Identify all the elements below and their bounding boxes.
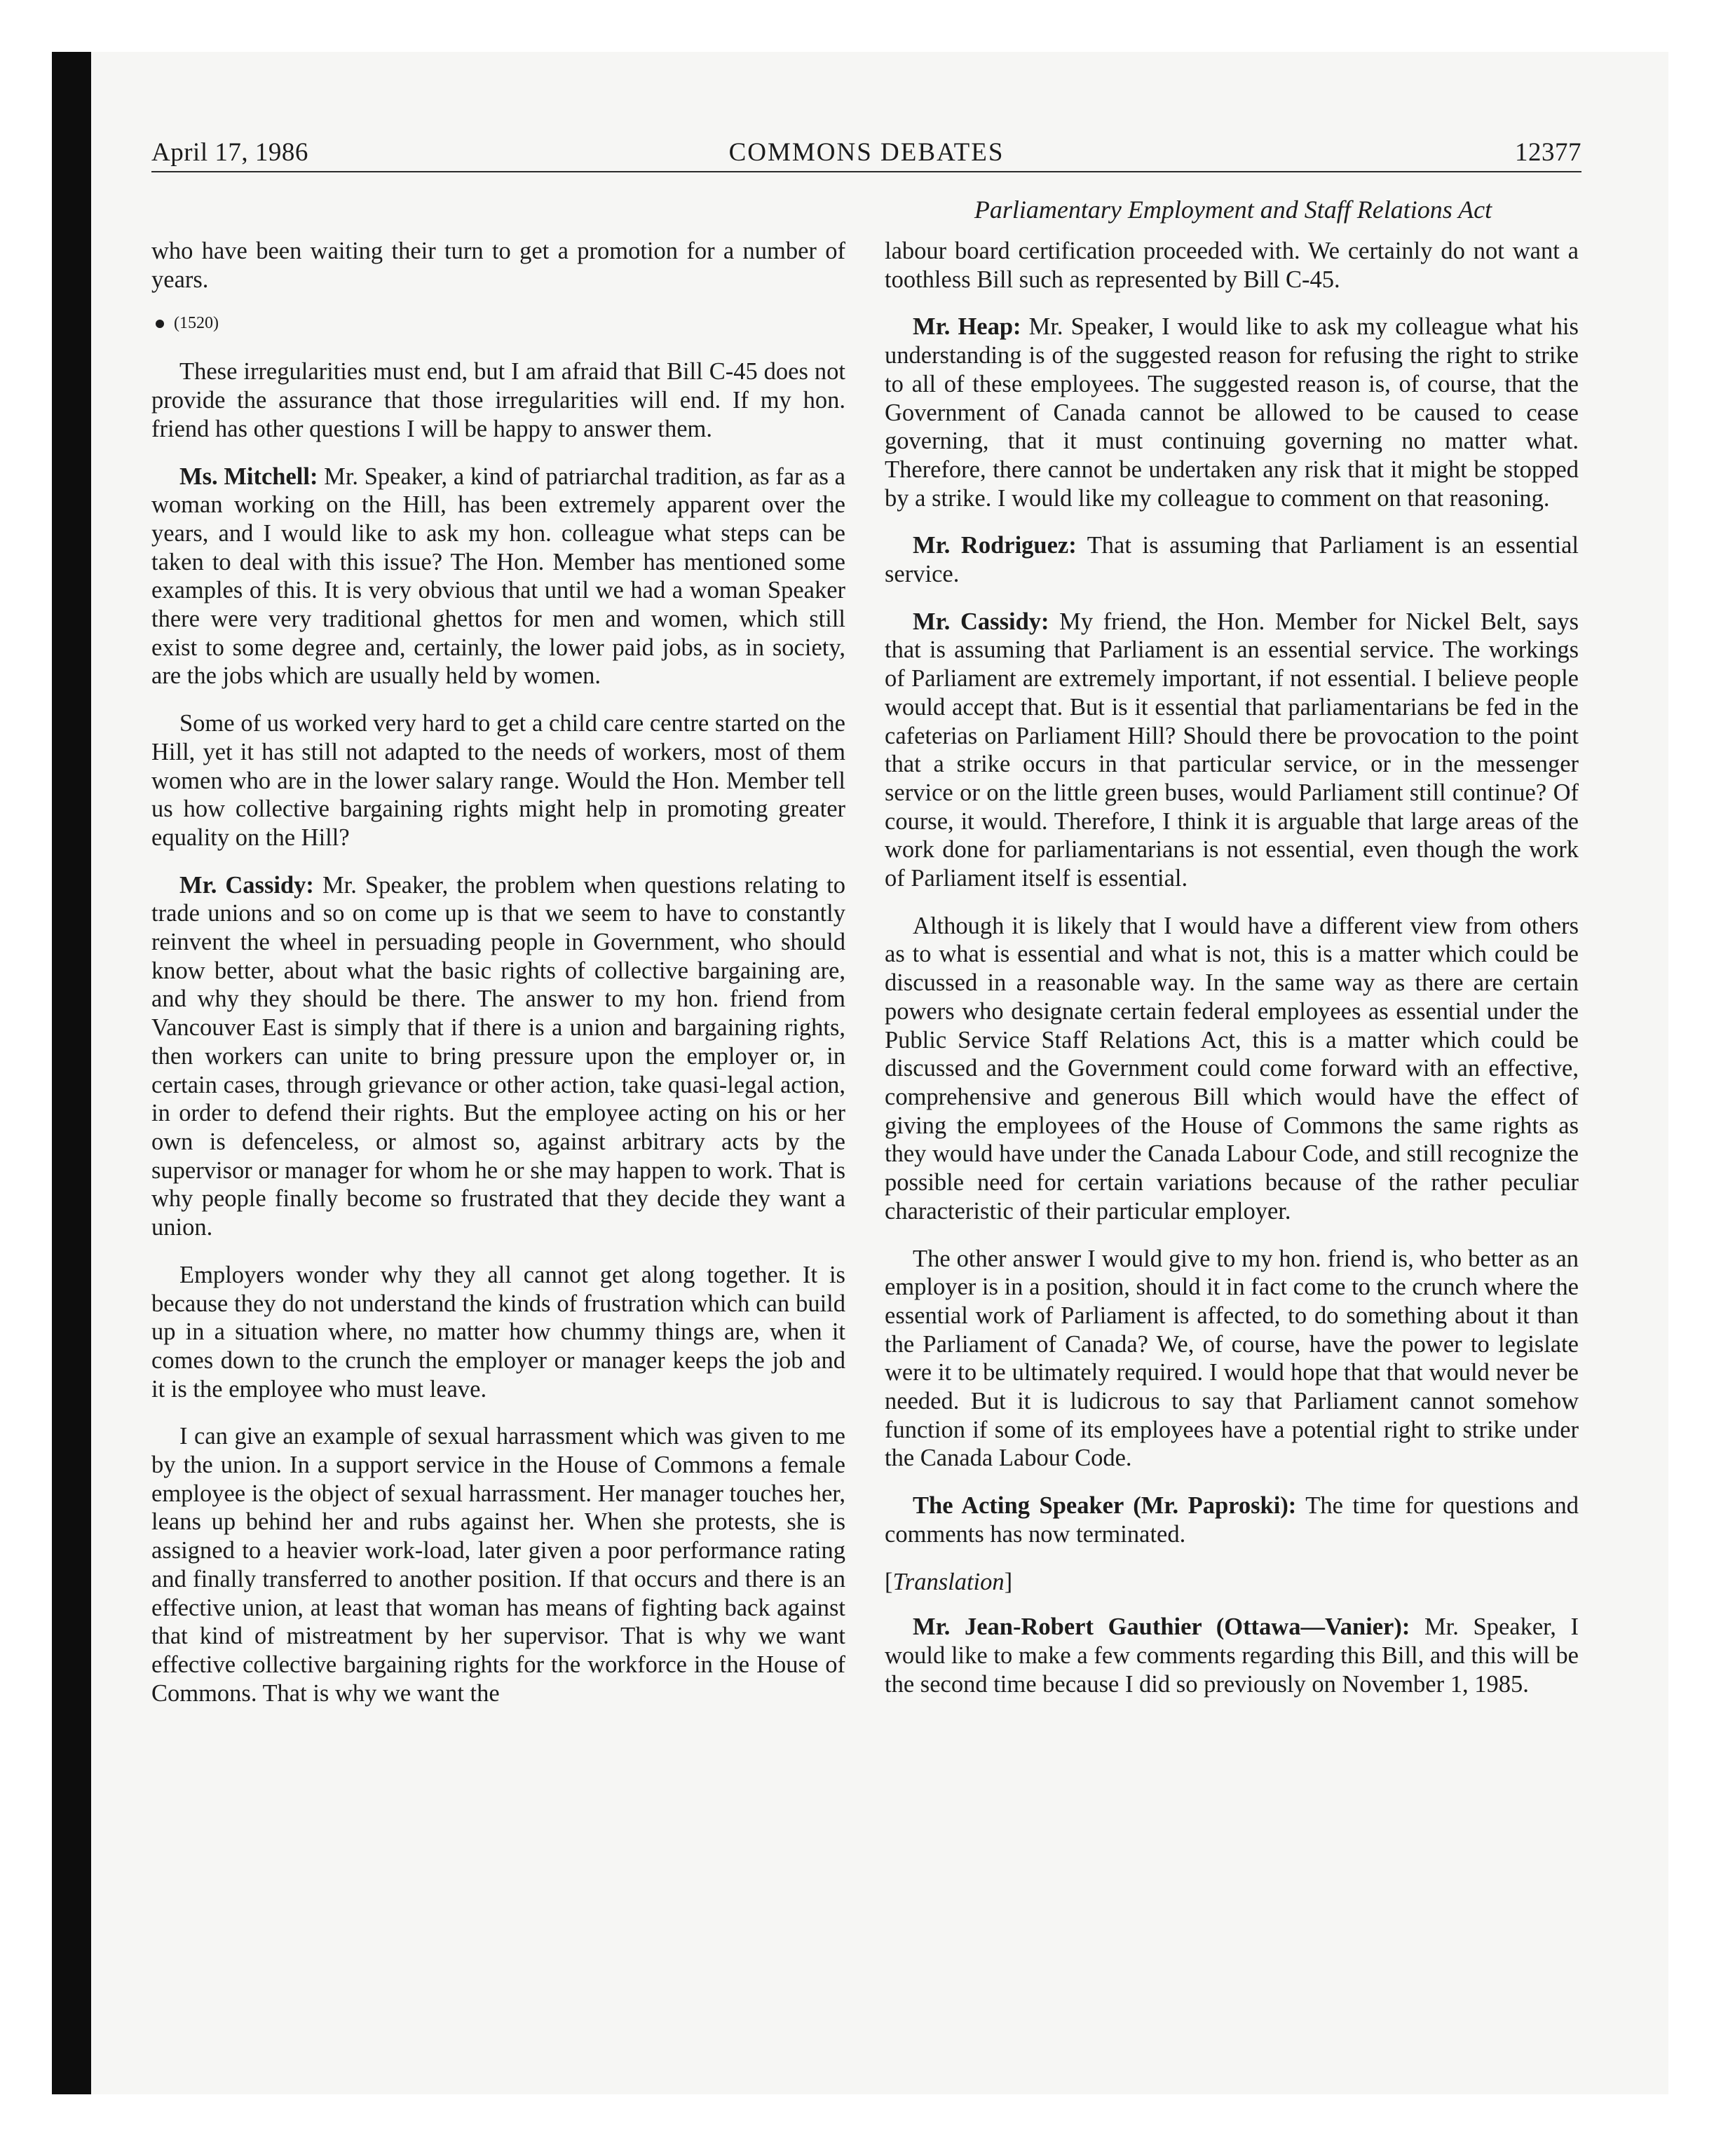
speaker-name: Mr. Jean-Robert Gauthier (Ottawa—Vanier): bbox=[913, 1613, 1410, 1641]
translation-note bbox=[885, 1568, 1579, 1597]
speech-text: Mr. Speaker, I would like to ask my colleague what his understanding is of the suggested reason for refusing the right to strike to all of these employees. The suggested reason is, of course, that the Government of Canada cannot be allowed to be caused to cease governing, that it must continuing governing no matter what. Therefore, there cannot be undertaken any risk that it might be stopped by a strike. I would like my colleague to comment on that reasoning. bbox=[885, 313, 1579, 512]
header-title: COMMONS DEBATES bbox=[728, 138, 1005, 167]
speech-text: The time for questions and comments has now terminated. bbox=[885, 1492, 1579, 1548]
right-column bbox=[885, 237, 1579, 1717]
bracket-open: [ bbox=[885, 1568, 893, 1595]
speech-paragraph bbox=[151, 871, 845, 1242]
paragraph: These irregularities must end, but I am afraid that Bill C-45 does not provide the assurance that those irregularities will end. If my hon. friend has other questions I will be happy to answer them. bbox=[151, 358, 845, 442]
speech-text: Mr. Speaker, a kind of patriarchal tradition, as far as a woman working on the Hill, has been extremely apparent over the years, and I would like to ask my hon. colleague what steps can be taken to deal with this issue? The Hon. Member has mentioned some examples of this. It is very obvious that until we had a woman Speaker there were very traditional ghettos for men and women, which still exist to some degree and, certainly, the lower paid jobs, as in society, are the jobs which are usually held by women. bbox=[151, 463, 845, 690]
speech-paragraph bbox=[151, 463, 845, 691]
paragraph: Employers wonder why they all cannot get along together. It is because they do not understand the kinds of frustration which can build up in a situation where, no matter how chummy things are, when it comes down to the crunch the employer or manager keeps the job and it is the employee who must leave. bbox=[151, 1261, 845, 1403]
page-header bbox=[151, 137, 1581, 172]
paragraph: labour board certification proceeded with. We certainly do not want a toothless Bill such as represented by Bill C-45. bbox=[885, 238, 1579, 293]
paragraph: The other answer I would give to my hon. friend is, who better as an employer is in a position, should it in fact come to the crunch where the essential work of Parliament is affected, to do something about it than the Parliament of Canada? We, of course, have the power to legislate were it to be ultimately required. I would hope that that would never be needed. But it is ludicrous to say that Parliament cannot somehow function if some of its employees have a potential right to strike under the Canada Labour Code. bbox=[885, 1245, 1579, 1472]
paragraph: who have been waiting their turn to get a promotion for a number of years. bbox=[151, 238, 845, 293]
speech-paragraph bbox=[885, 531, 1579, 588]
speech-paragraph bbox=[885, 313, 1579, 512]
paragraph: Some of us worked very hard to get a child care centre started on the Hill, yet it has still not adapted to the needs of workers, most of them women who are in the lower salary range. Would the Hon. Member tell us how collective bargaining rights might help in promoting greater equality on the Hill? bbox=[151, 710, 845, 851]
time-marker bbox=[151, 313, 845, 334]
translation-label: Translation bbox=[892, 1568, 1005, 1595]
speech-text: That is assuming that Parliament is an essential service. bbox=[885, 532, 1579, 588]
speaker-name: The Acting Speaker (Mr. Paproski): bbox=[913, 1492, 1297, 1520]
speech-paragraph bbox=[885, 608, 1579, 893]
speech-text: Mr. Speaker, the problem when questions relating to trade unions and so on come up is that we seem to have to constantly reinvent the wheel in persuading people in Government, who should know better, about what the basic rights of collective bargaining are, and why they should be there. The answer to my hon. friend from Vancouver East is simply that if there is a union and bargaining rights, then workers can unite to bring pressure upon the employer or, in certain cases, through grievance or other action, take quasi-legal action, in order to defend their rights. But the employee acting on his or her own is defenceless, or almost so, against arbitrary acts by the supervisor or manager for whom he or she may happen to work. That is why people finally become so frustrated that they decide they want a union. bbox=[151, 871, 845, 1241]
speaker-name: Ms. Mitchell: bbox=[179, 463, 318, 490]
scan-edge-bar bbox=[52, 52, 91, 2094]
speech-text: My friend, the Hon. Member for Nickel Belt, says that is assuming that Parliament is an essential service. The workings of Parliament are extremely important, if not essential. I believe people would accept that. But is it essential that parliamentarians be fed in the cafeterias on Parliament Hill? Should there be provocation to the point that a strike occurs in that particular service, or in the messenger service or on the little green buses, would Parliament still continue? Of course, it would. Therefore, I think it is arguable that large areas of the work done for parliamentarians is not essential, even though the work of Parliament itself is essential. bbox=[885, 608, 1579, 892]
left-column bbox=[151, 237, 845, 1726]
bracket-close: ] bbox=[1004, 1568, 1013, 1595]
speaker-name: Mr. Rodriguez: bbox=[913, 532, 1077, 559]
paragraph: Although it is likely that I would have a different view from others as to what is essential and what is not, this is a matter which could be discussed in a reasonable way. In the same way as there are certain powers who designate certain federal employees as essential under the Public Service Staff Relations Act, this is a matter which could be discussed and the Government could come forward with an effective, comprehensive and generous Bill which would have the effect of giving the employees of the House of Commons the same rights as they would have under the Canada Labour Code, and still recognize the possible need for certain variations because of the rather peculiar characteristic of their particular employer. bbox=[885, 912, 1579, 1224]
paragraph: I can give an example of sexual harrassment which was given to me by the union. In a support service in the House of Commons a female employee is the object of sexual harrassment. Her manager touches her, leans up behind her and rubs against her. When she protests, she is assigned to a heavier work-load, later given a poor performance rating and finally transferred to another position. If that occurs and there is an effective union, at least that woman has means of fighting back against that kind of mistreatment by her supervisor. That is why we want effective collective bargaining rights for the workforce in the House of Commons. That is why we want the bbox=[151, 1423, 845, 1707]
speech-paragraph bbox=[885, 1613, 1579, 1698]
header-page-number: 12377 bbox=[1515, 138, 1581, 167]
bullet-icon bbox=[156, 320, 164, 328]
speaker-name: Mr. Heap: bbox=[913, 313, 1021, 341]
header-rule bbox=[151, 171, 1581, 172]
time-marker-text: (1520) bbox=[174, 314, 219, 333]
speaker-name: Mr. Cassidy: bbox=[179, 871, 314, 899]
speaker-name: Mr. Cassidy: bbox=[913, 608, 1049, 635]
running-head: Parliamentary Employment and Staff Relations Act bbox=[974, 196, 1492, 224]
speech-text: Mr. Speaker, I would like to make a few comments regarding this Bill, and this will be the second time because I did so previously on November 1, 1985. bbox=[885, 1613, 1579, 1698]
speech-paragraph bbox=[885, 1492, 1579, 1548]
header-date: April 17, 1986 bbox=[151, 138, 308, 167]
